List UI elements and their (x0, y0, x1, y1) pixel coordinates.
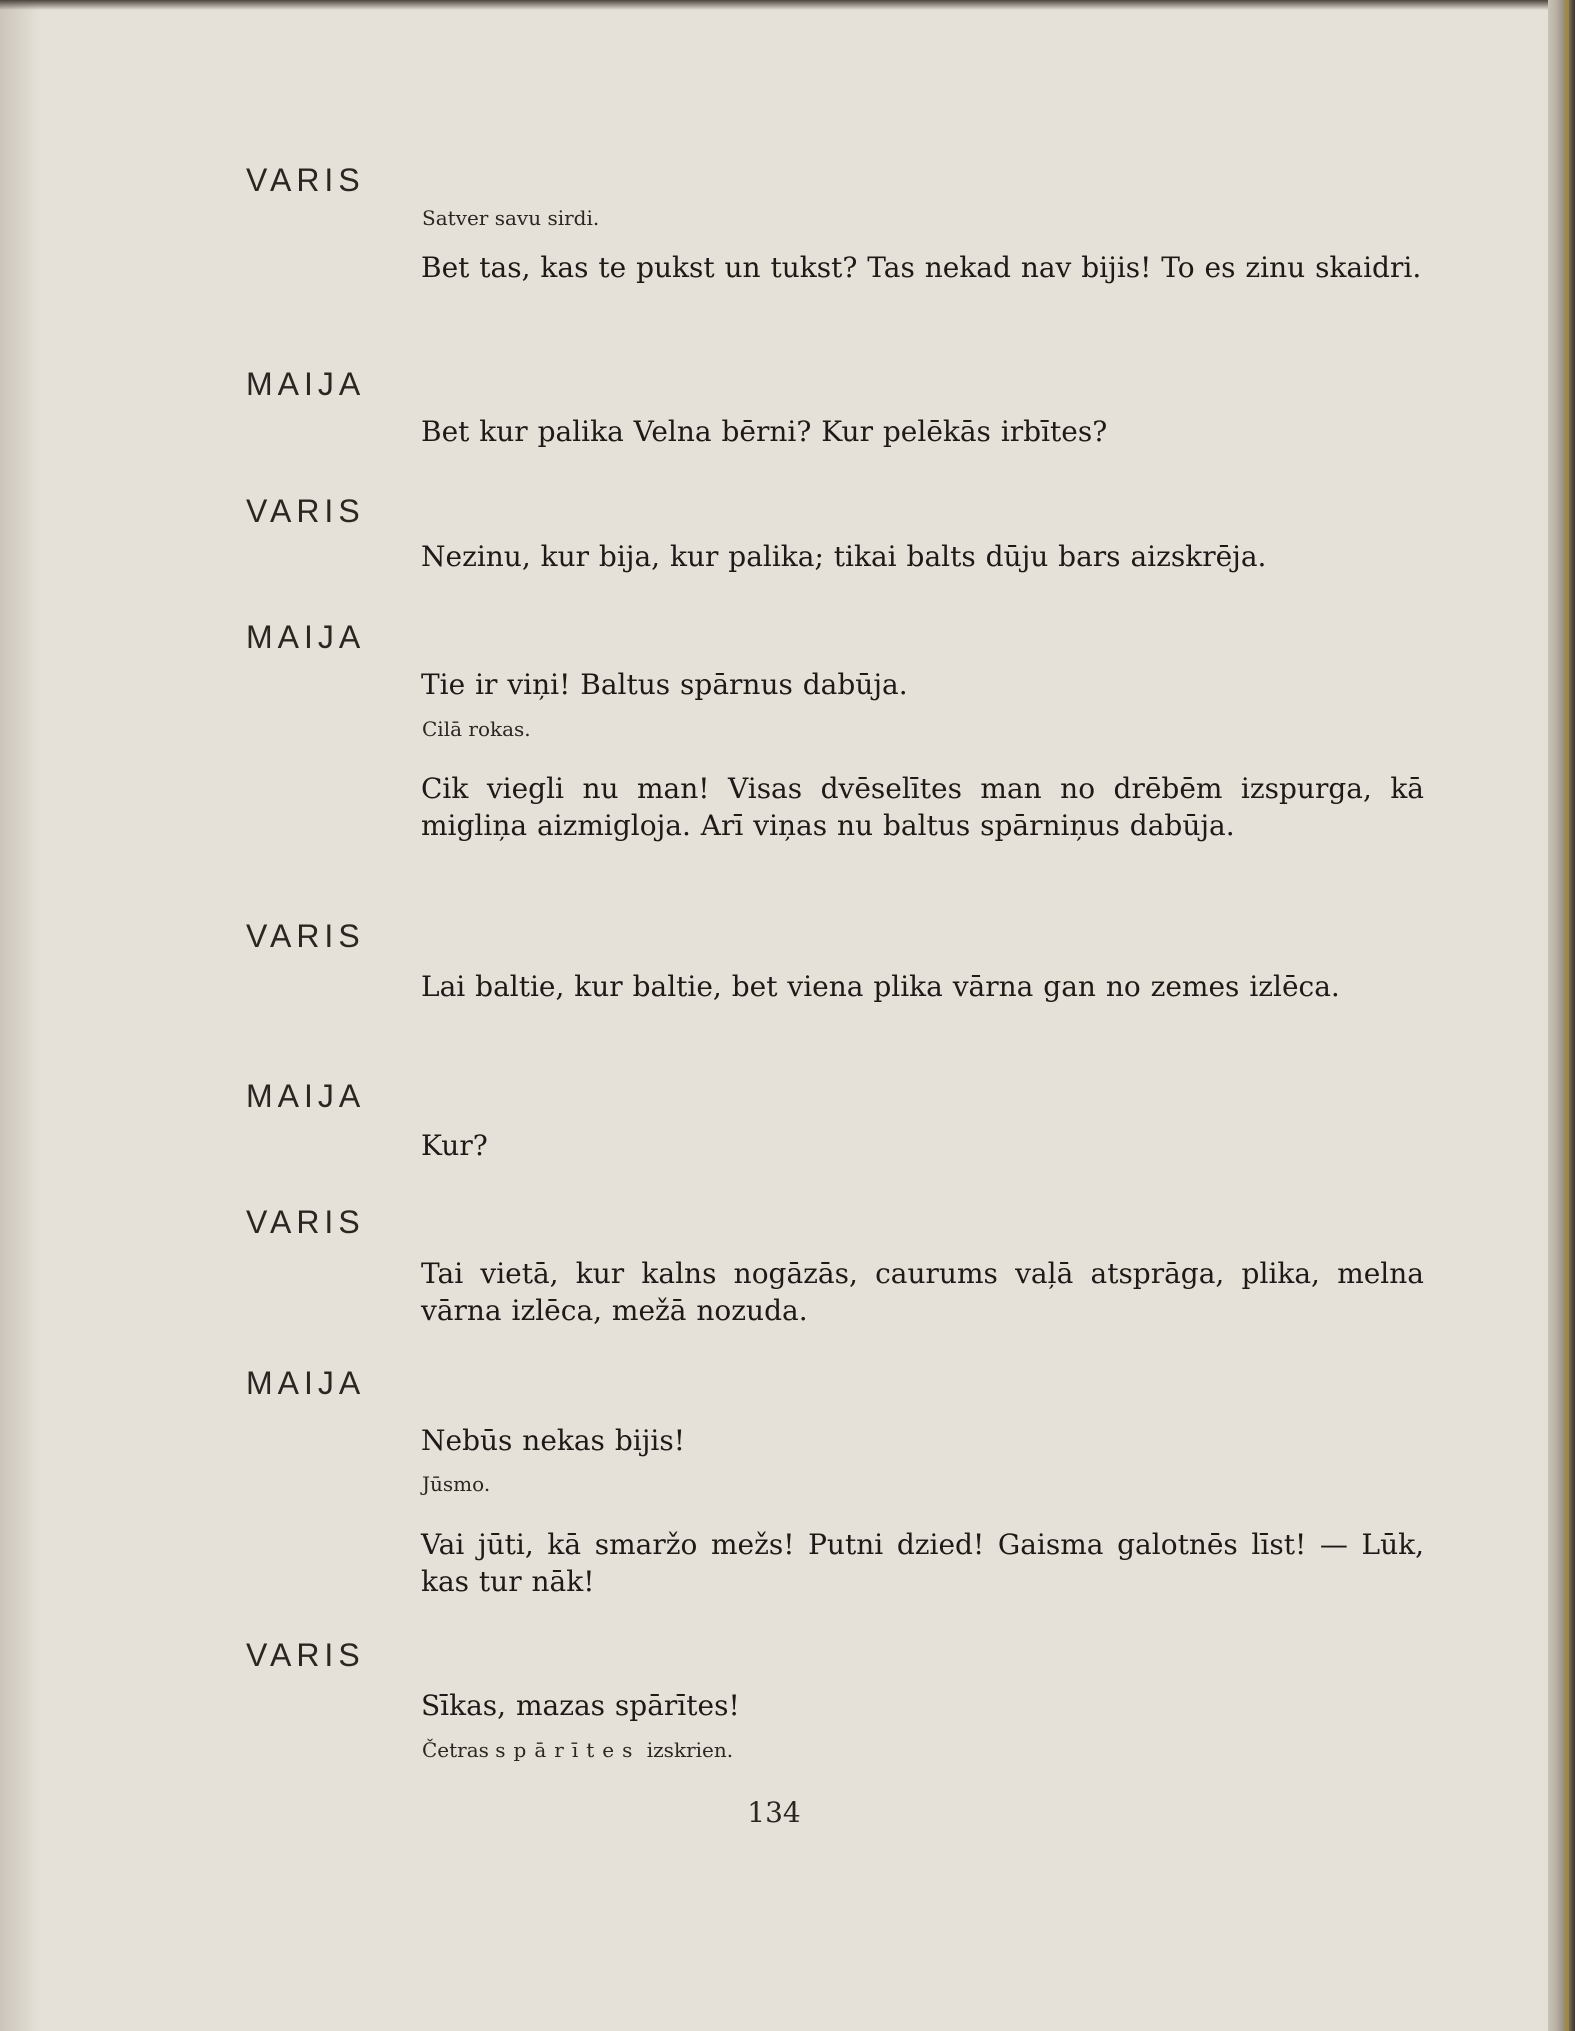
stage-direction: Jūsmo. (422, 1472, 491, 1496)
top-edge-shadow (0, 0, 1575, 10)
speaker-name: MAIJA (246, 1078, 366, 1114)
speaker-name: MAIJA (246, 366, 366, 402)
dialogue-line: Nezinu, kur bija, kur palika; tikai balts dūju bars aizskrēja. (421, 540, 1267, 573)
stage-direction-part: Četras (422, 1738, 489, 1762)
dialogue-line: Nebūs nekas bijis! (421, 1424, 685, 1457)
dialogue-line: Tie ir viņi! Baltus spārnus dabūja. (421, 668, 908, 701)
speaker-name: MAIJA (246, 1365, 366, 1401)
dialogue-line: Vai jūti, kā smaržo mežs! Putni dzied! Gaisma galotnēs līst! — Lūk, kas tur nāk! (421, 1528, 1424, 1598)
dialogue-line: Tai vietā, kur kalns nogāzās, caurums vaļā atsprāga, plika, melna vārna izlēca, mežā nozuda. (421, 1257, 1424, 1327)
page-gutter-shadow (0, 0, 40, 2031)
speaker-name: VARIS (246, 918, 365, 954)
speaker-name: MAIJA (246, 619, 366, 655)
speaker-name: VARIS (246, 1204, 365, 1240)
dialogue-line: Lai baltie, kur baltie, bet viena plika vārna gan no zemes izlēca. (421, 970, 1340, 1003)
speaker-name: VARIS (246, 162, 365, 198)
dialogue-line: Bet tas, kas te pukst un tukst? Tas nekad nav bijis! To es zinu skaidri. (421, 251, 1422, 284)
stage-direction: Satver savu sirdi. (422, 206, 600, 230)
stage-direction-part: izskrien. (646, 1738, 734, 1762)
book-binding-edge (1548, 0, 1575, 2031)
dialogue-line: Cik viegli nu man! Visas dvēselītes man no drēbēm izspurga, kā migliņa aizmigloja. Arī viņas nu baltus spārniņus dabūja. (421, 772, 1424, 842)
dialogue-line: Kur? (421, 1129, 488, 1162)
dialogue-line: Bet kur palika Velna bērni? Kur pelēkās irbītes? (421, 415, 1108, 448)
stage-direction: Cilā rokas. (422, 717, 531, 741)
speaker-name: VARIS (246, 1637, 365, 1673)
page-number: 134 (747, 1796, 801, 1829)
stage-direction-character: spārītes (495, 1738, 641, 1762)
stage-direction (422, 1738, 733, 1762)
binding-gold-strip (1564, 0, 1569, 2031)
speaker-name: VARIS (246, 493, 365, 529)
dialogue-line: Sīkas, mazas spārītes! (421, 1689, 740, 1722)
